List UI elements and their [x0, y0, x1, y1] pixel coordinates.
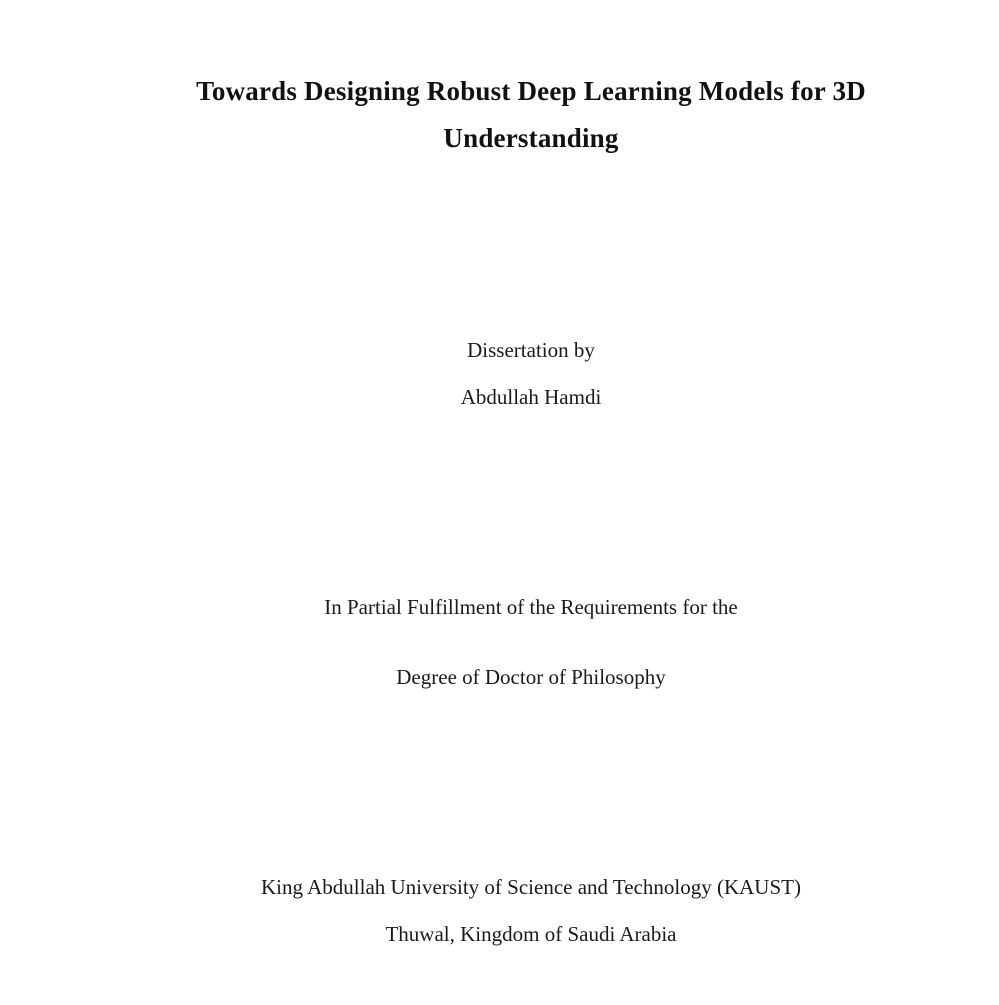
degree-name: Degree of Doctor of Philosophy — [396, 665, 666, 689]
title-line-2: Understanding — [443, 123, 619, 153]
university-name: King Abdullah University of Science and Technology (KAUST) — [261, 875, 801, 899]
dissertation-label: Dissertation by — [467, 338, 595, 362]
university-location: Thuwal, Kingdom of Saudi Arabia — [385, 922, 677, 946]
title-line-1: Towards Designing Robust Deep Learning Models for 3D — [196, 76, 866, 106]
author-name: Abdullah Hamdi — [460, 385, 602, 409]
degree-requirement-line: In Partial Fulfillment of the Requirements for the — [324, 595, 738, 619]
